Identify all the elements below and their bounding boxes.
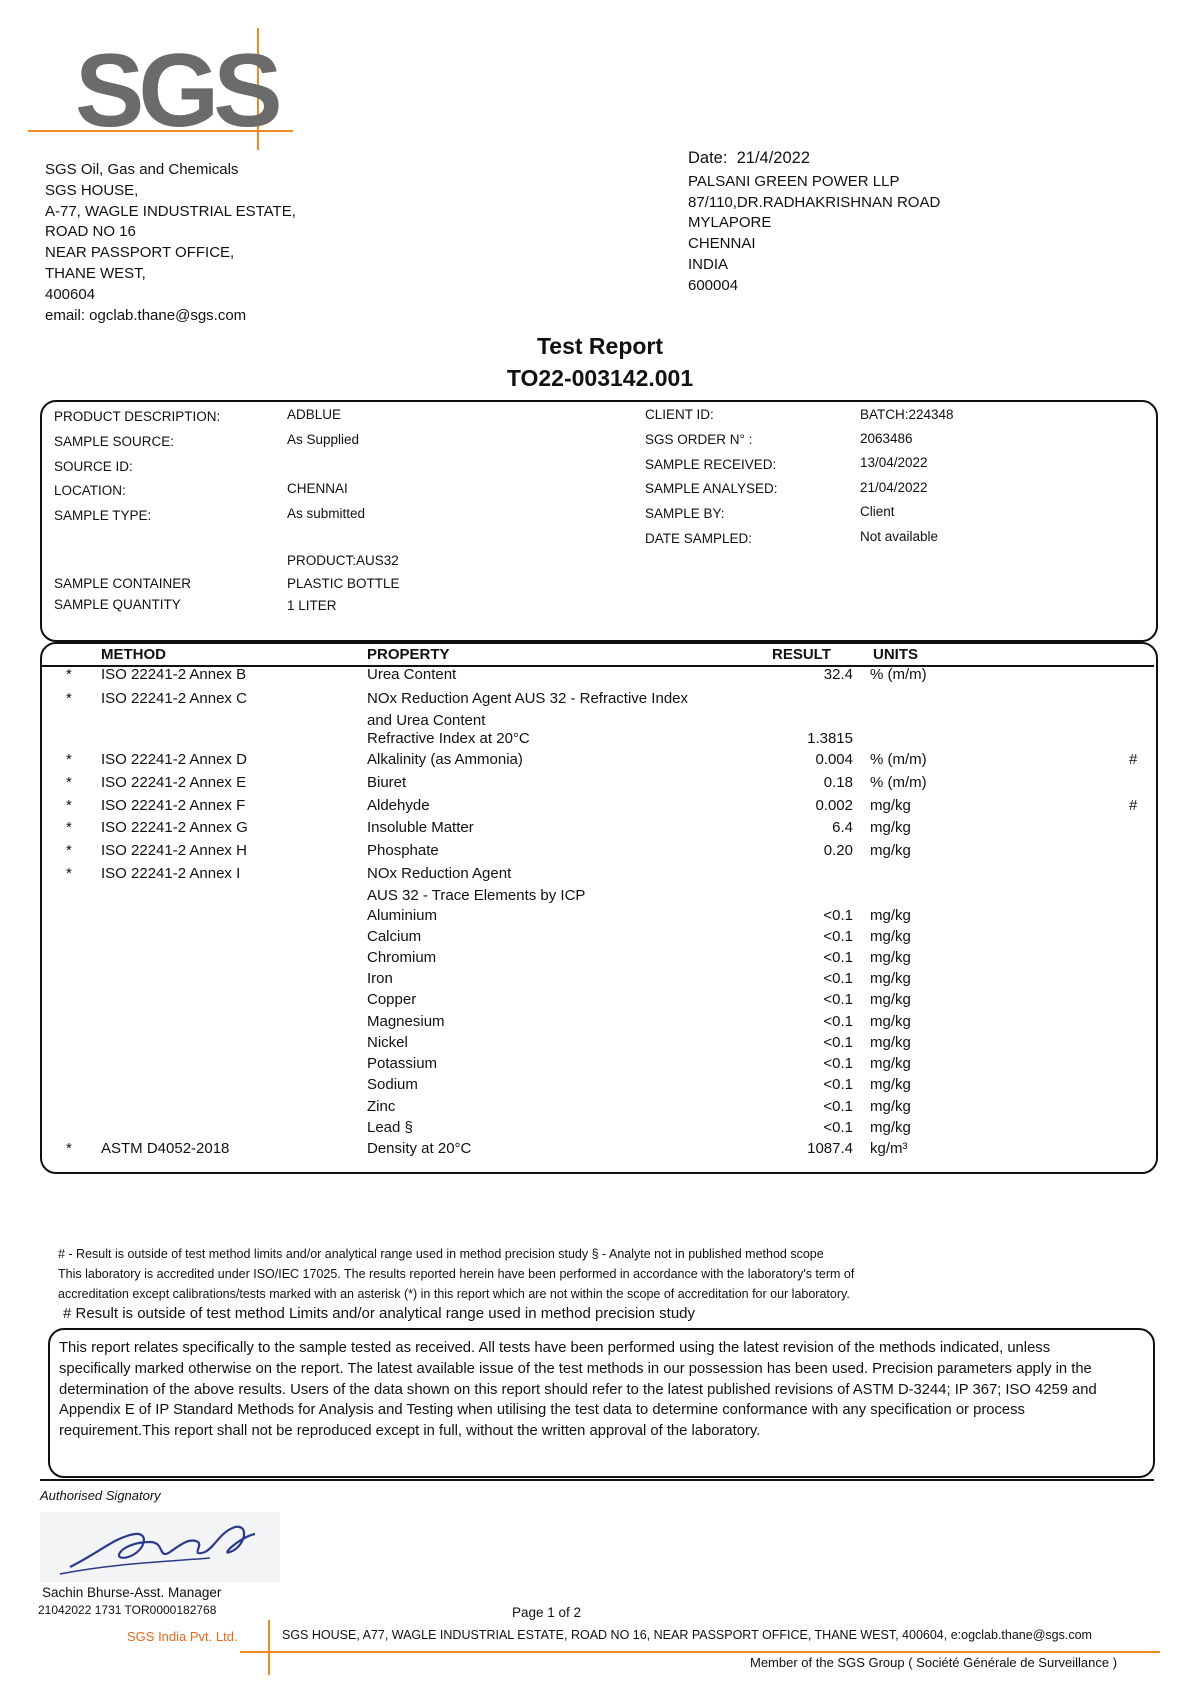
property-cell: Lead § [367, 1119, 413, 1136]
units-cell: % (m/m) [870, 666, 927, 683]
property-cell: Magnesium [367, 1013, 445, 1030]
info-label: SAMPLE BY: [645, 506, 725, 521]
result-cell: 0.20 [823, 842, 853, 859]
signature-divider [40, 1479, 1154, 1481]
col-property: PROPERTY [367, 646, 450, 663]
client-line: PALSANI GREEN POWER LLP [688, 172, 900, 190]
footer-horizontal-rule [240, 1651, 1160, 1653]
method-cell: ISO 22241-2 Annex I [101, 865, 241, 882]
units-cell: % (m/m) [870, 774, 927, 791]
units-cell: mg/kg [870, 1119, 911, 1136]
property-cell: AUS 32 - Trace Elements by ICP [367, 887, 586, 904]
lab-address [45, 160, 296, 326]
info-label: SAMPLE TYPE: [54, 508, 152, 523]
accreditation-star: * [66, 666, 72, 683]
signatory-name: Sachin Bhurse-Asst. Manager [42, 1585, 222, 1600]
sgs-logo [28, 28, 293, 150]
units-cell: mg/kg [870, 1013, 911, 1030]
info-label: SAMPLE RECEIVED: [645, 457, 777, 472]
report-title-text: Test Report [536, 333, 664, 359]
units-cell: mg/kg [870, 970, 911, 987]
footer-member: Member of the SGS Group ( Société Générale de Surveillance ) [750, 1655, 1118, 1670]
info-value: 21/04/2022 [860, 480, 928, 495]
info-label: SOURCE ID: [54, 459, 133, 474]
accreditation-star: * [66, 690, 72, 707]
units-cell: mg/kg [870, 1076, 911, 1093]
accreditation-star: * [66, 842, 72, 859]
info-label: PRODUCT DESCRIPTION: [54, 409, 221, 424]
result-cell: 0.18 [823, 774, 853, 791]
property-cell: Phosphate [367, 842, 439, 859]
method-cell: ISO 22241-2 Annex E [101, 774, 247, 791]
page-number: Page 1 of 2 [512, 1605, 582, 1620]
result-cell: <0.1 [823, 907, 853, 924]
result-cell: 6.4 [832, 819, 853, 836]
results-box [40, 642, 1158, 1174]
property-cell: Copper [367, 991, 417, 1008]
address-line: email: ogclab.thane@sgs.com [45, 306, 247, 324]
property-cell: Nickel [367, 1034, 408, 1051]
property-cell: NOx Reduction Agent [367, 865, 512, 882]
client-line: 600004 [688, 276, 739, 294]
address-line: NEAR PASSPORT OFFICE, [45, 244, 235, 262]
info-value: PRODUCT:AUS32 [287, 553, 399, 568]
method-cell: ISO 22241-2 Annex F [101, 797, 246, 814]
property-cell: NOx Reduction Agent AUS 32 - Refractive Index [367, 690, 688, 707]
property-cell: Alkalinity (as Ammonia) [367, 751, 523, 768]
hash-note: # Result is outside of test method Limits and/or analytical range used in method precision study [63, 1305, 696, 1322]
client-line: CHENNAI [688, 235, 756, 253]
property-cell: Calcium [367, 928, 422, 945]
client-line: 87/110,DR.RADHAKRISHNAN ROAD [688, 193, 941, 211]
info-label: CLIENT ID: [645, 407, 714, 422]
report-date [688, 148, 940, 169]
result-cell: <0.1 [823, 1076, 853, 1093]
col-method: METHOD [101, 646, 166, 663]
info-value: ADBLUE [287, 407, 342, 422]
units-cell: % (m/m) [870, 751, 927, 768]
info-value: As Supplied [287, 432, 360, 447]
info-label: SAMPLE CONTAINER [54, 576, 192, 591]
info-label: SAMPLE QUANTITY [54, 597, 181, 612]
address-line: ROAD NO 16 [45, 223, 136, 241]
accreditation-star: * [66, 774, 72, 791]
sample-info-box [40, 400, 1158, 642]
disclaimer-box [48, 1328, 1155, 1478]
flag-cell: # [1129, 797, 1138, 814]
result-cell: 32.4 [823, 666, 853, 683]
signature-image [40, 1512, 280, 1582]
client-address [688, 148, 940, 297]
method-cell: ISO 22241-2 Annex C [101, 690, 247, 707]
info-value: 2063486 [860, 431, 913, 446]
property-cell: Zinc [367, 1098, 396, 1115]
result-cell: <0.1 [823, 1098, 853, 1115]
property-cell: Aluminium [367, 907, 438, 924]
property-cell: Urea Content [367, 666, 457, 683]
result-cell: 0.002 [815, 797, 853, 814]
info-label: SGS ORDER N° : [645, 432, 753, 447]
report-number: TO22-003142.001 [506, 365, 694, 391]
client-line: MYLAPORE [688, 214, 772, 232]
units-cell: mg/kg [870, 842, 911, 859]
address-line: A-77, WAGLE INDUSTRIAL ESTATE, [45, 202, 296, 220]
result-cell: <0.1 [823, 1119, 853, 1136]
units-cell: mg/kg [870, 1098, 911, 1115]
units-cell: mg/kg [870, 907, 911, 924]
info-value: Client [860, 504, 895, 519]
footer-address: SGS HOUSE, A77, WAGLE INDUSTRIAL ESTATE, ROAD NO 16, NEAR PASSPORT OFFICE, THANE WEST, 400604, e:ogclab.thane@sgs.com [282, 1628, 1092, 1642]
accreditation-star: * [66, 797, 72, 814]
result-cell: <0.1 [823, 1034, 853, 1051]
authorised-signatory-label: Authorised Signatory [40, 1488, 161, 1503]
info-value: BATCH:224348 [860, 407, 954, 422]
units-cell: kg/m³ [870, 1140, 908, 1157]
info-label: SAMPLE ANALYSED: [645, 481, 778, 496]
method-cell: ISO 22241-2 Annex B [101, 666, 247, 683]
property-cell: Potassium [367, 1055, 438, 1072]
info-label: DATE SAMPLED: [645, 531, 753, 546]
method-cell: ISO 22241-2 Annex H [101, 842, 247, 859]
date-label: Date: [688, 149, 728, 167]
info-label: LOCATION: [54, 483, 126, 498]
info-value: As submitted [287, 506, 366, 521]
address-line: 400604 [45, 285, 96, 303]
accreditation-star: * [66, 865, 72, 882]
method-cell: ISO 22241-2 Annex D [101, 751, 247, 768]
address-line: THANE WEST, [45, 264, 146, 282]
property-cell: Aldehyde [367, 797, 430, 814]
result-cell: <0.1 [823, 991, 853, 1008]
result-cell: 1087.4 [807, 1140, 853, 1157]
accreditation-star: * [66, 751, 72, 768]
result-cell: <0.1 [823, 970, 853, 987]
footnote-line: # - Result is outside of test method limits and/or analytical range used in method precision study § - Analyte not in published method scope [58, 1247, 824, 1261]
property-cell: and Urea Content [367, 712, 486, 729]
property-cell: Refractive Index at 20°C [367, 730, 530, 747]
property-cell: Sodium [367, 1076, 418, 1093]
units-cell: mg/kg [870, 991, 911, 1008]
method-cell: ISO 22241-2 Annex G [101, 819, 248, 836]
info-value: 1 LITER [287, 598, 337, 613]
property-cell: Density at 20°C [367, 1140, 472, 1157]
property-cell: Insoluble Matter [367, 819, 474, 836]
signature-code: 21042022 1731 TOR0000182768 [38, 1603, 217, 1617]
address-line: SGS HOUSE, [45, 181, 139, 199]
units-cell: mg/kg [870, 797, 911, 814]
client-line: INDIA [688, 255, 729, 273]
accreditation-star: * [66, 819, 72, 836]
info-value: 13/04/2022 [860, 455, 928, 470]
result-cell: 1.3815 [807, 730, 853, 747]
units-cell: mg/kg [870, 928, 911, 945]
units-cell: mg/kg [870, 1055, 911, 1072]
info-value: CHENNAI [287, 481, 348, 496]
units-cell: mg/kg [870, 949, 911, 966]
property-cell: Iron [367, 970, 393, 987]
info-label: SAMPLE SOURCE: [54, 434, 175, 449]
report-title [0, 330, 1200, 394]
info-value: Not available [860, 529, 939, 544]
units-cell: mg/kg [870, 1034, 911, 1051]
info-value: PLASTIC BOTTLE [287, 576, 400, 591]
disclaimer-text: This report relates specifically to the sample tested as received. All tests have been performed using the latest revision of the methods indicated, unless specifically marked otherwise on the report. The latest available issue of the test methods in our possession has been used. Precision parameters apply in the determination of the above results. Users of the data shown on this report should refer to the latest published revisions of ASTM D-3244; IP 367; ISO 4259 and Appendix E of IP Standard Methods for Analysis and Testing when utilising the test data to determine conformance with any specification or process requirement.This report shall not be reproduced except in full, without the written approval of the laboratory. [59, 1340, 1097, 1440]
result-cell: <0.1 [823, 1055, 853, 1072]
footnote-line: accreditation except calibrations/tests marked with an asterisk (*) in this report which are not within the scope of accreditation for our laboratory. [58, 1287, 850, 1301]
result-cell: <0.1 [823, 1013, 853, 1030]
flag-cell: # [1129, 751, 1138, 768]
accreditation-star: * [66, 1140, 72, 1157]
address-line: SGS Oil, Gas and Chemicals [45, 161, 239, 178]
footer-company: SGS India Pvt. Ltd. [127, 1629, 238, 1644]
date-value: 21/4/2022 [736, 149, 811, 167]
col-units: UNITS [873, 646, 918, 663]
method-cell: ASTM D4052-2018 [101, 1140, 230, 1157]
units-cell: mg/kg [870, 819, 911, 836]
property-cell: Biuret [367, 774, 407, 791]
footer-vertical-rule [268, 1620, 270, 1675]
result-cell: 0.004 [815, 751, 853, 768]
property-cell: Chromium [367, 949, 437, 966]
result-cell: <0.1 [823, 949, 853, 966]
logo-text: SGS [75, 33, 277, 149]
footnote-line: This laboratory is accredited under ISO/IEC 17025. The results reported herein have been performed in accordance with the laboratory's term of [58, 1267, 855, 1281]
result-cell: <0.1 [823, 928, 853, 945]
col-result: RESULT [772, 646, 831, 663]
